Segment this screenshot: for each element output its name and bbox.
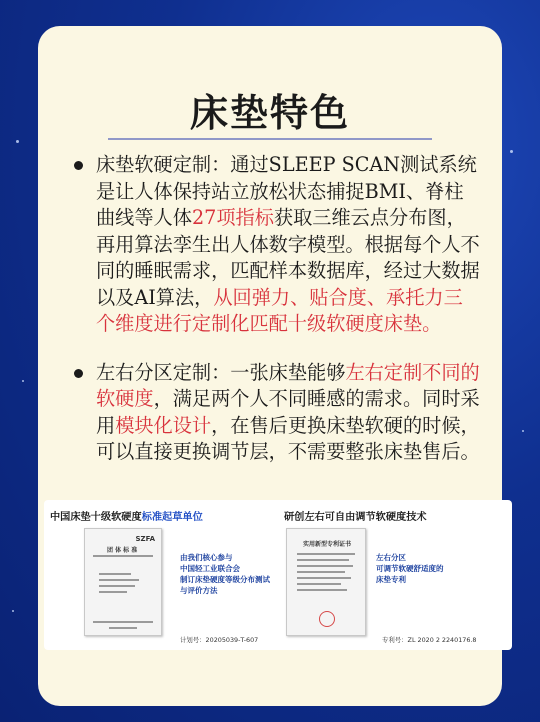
standard-heading-highlight: 标准起草单位	[141, 512, 203, 523]
segment-highlight: 从回弹力、贴合度、承托力三个维度进行定制化匹配十级软硬度床垫。	[96, 285, 463, 335]
patent-note	[376, 552, 444, 585]
doc-line	[109, 627, 137, 629]
segment: 获取三维云点分布图，再用算法孪生出人体数字模型。根据每个人不同的睡眠需求，匹配样本数据库，经过大数据以及AI算法，	[96, 206, 480, 309]
star-decoration	[510, 150, 513, 153]
standard-document-image	[84, 528, 162, 636]
title-divider	[108, 138, 432, 140]
feature-item-firmness	[68, 152, 480, 338]
doc-line	[297, 589, 347, 591]
doc-line	[99, 573, 131, 575]
standard-certificate	[44, 500, 278, 650]
doc-line	[99, 591, 127, 593]
segment: 床垫软硬定制：通过SLEEP SCAN测试系统是让人体保持站立放松状态捕捉BMI、脊柱曲线等人体	[96, 153, 477, 229]
patent-number: 专利号：ZL 2020 2 2240176.8	[382, 636, 477, 644]
patent-document-image	[286, 528, 366, 636]
doc-line	[297, 559, 349, 561]
patent-heading: 研创左右可自由调节软硬度技术	[284, 512, 427, 523]
note-line: 制订床垫硬度等级分布测试	[180, 575, 270, 584]
doc-line	[99, 585, 135, 587]
bullet-dot	[74, 369, 83, 378]
doc-line	[297, 583, 341, 585]
stamp-icon	[319, 611, 335, 627]
patent-certificate	[278, 500, 512, 650]
note-line: 与评价方法	[180, 586, 218, 595]
doc-line	[297, 571, 345, 573]
doc-line	[297, 577, 351, 579]
feature-list	[68, 152, 480, 466]
star-decoration	[12, 610, 14, 612]
segment: ，满足两个人不同睡感的需求。同时采用	[96, 387, 480, 437]
note-line: 床垫专利	[376, 575, 406, 584]
standard-note	[180, 552, 270, 596]
note-line: 可调节软硬舒适度的	[376, 564, 444, 573]
standard-heading	[50, 508, 274, 523]
bullet-dot	[74, 161, 83, 170]
document-subtitle: 团 体 标 准	[107, 547, 138, 554]
note-line: 由我们核心参与	[180, 553, 233, 562]
doc-line	[99, 579, 139, 581]
star-decoration	[522, 430, 524, 432]
doc-line	[297, 565, 353, 567]
note-line: 中国轻工业联合会	[180, 564, 240, 573]
doc-line	[297, 553, 355, 555]
star-decoration	[16, 140, 19, 143]
document-tag: SZFA	[135, 535, 155, 543]
note-line: 左右分区	[376, 553, 406, 562]
segment: ，在售后更换床垫软硬的时候，可以直接更换调节层，不需要整张床垫售后。	[96, 413, 480, 463]
segment-highlight: 左右定制不同的软硬度	[96, 360, 480, 410]
segment-highlight: 模块化设计	[115, 413, 212, 437]
certificate-panel	[44, 500, 512, 650]
standard-heading-text: 中国床垫十级软硬度	[50, 512, 142, 523]
doc-line	[93, 555, 153, 557]
segment-highlight: 27项指标	[191, 206, 274, 229]
segment: 左右分区定制：一张床垫能够	[96, 360, 346, 384]
feature-item-zoning	[68, 360, 480, 466]
page-title: 床垫特色	[189, 90, 350, 135]
plan-number: 计划号：20205039-T-607	[180, 636, 259, 644]
document-subtitle: 实用新型专利证书	[303, 541, 352, 548]
star-decoration	[22, 380, 24, 382]
doc-line	[93, 621, 153, 623]
